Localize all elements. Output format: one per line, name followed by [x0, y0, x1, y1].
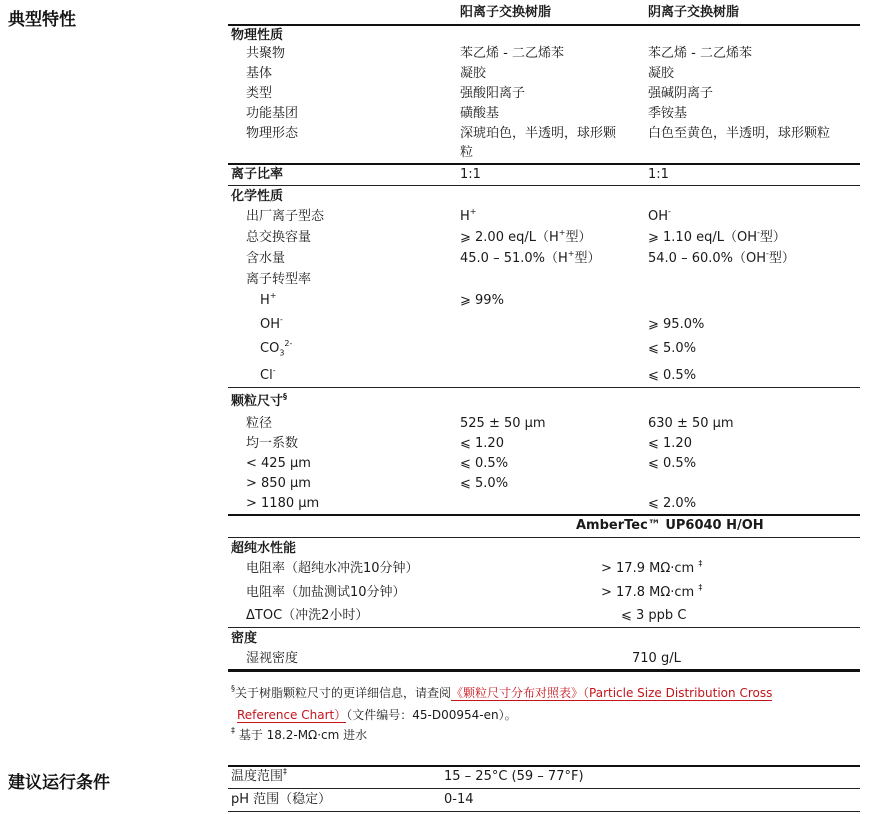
cell-anion: 1:1	[648, 167, 669, 182]
cell-cation: ⩽ 0.5%	[460, 456, 509, 471]
column-header-anion: 阴离子交换树脂	[648, 5, 740, 20]
row-label: 出厂离子型态	[246, 209, 325, 224]
cell-cation: ⩽ 5.0%	[460, 476, 509, 491]
footnote-resistivity: ‡ 基于 18.2-MΩ·cm 进水	[231, 726, 368, 742]
table-rule	[228, 669, 860, 672]
cell-anion: ⩽ 0.5%	[648, 456, 697, 471]
row-label: 温度范围‡	[231, 766, 288, 784]
footnote-particle-size: §关于树脂颗粒尺寸的更详细信息，请查阅《颗粒尺寸分布对照表》（Particle Size Distribution Cross	[231, 684, 773, 700]
cell-cation: 强酸阳离子	[460, 86, 526, 101]
cell-anion: 54.0 – 60.0%（OH-型）	[648, 248, 795, 266]
cell-cation: 1:1	[460, 167, 481, 182]
cell-value: > 17.9 MΩ·cm ‡	[601, 558, 703, 576]
group-heading-particle-size: 颗粒尺寸§	[231, 391, 288, 409]
cell-cation: ⩾ 99%	[460, 293, 504, 308]
row-label: 离子转型率	[246, 272, 312, 287]
cell-anion: 强碱阴离子	[648, 86, 714, 101]
row-label: ΔTOC（冲洗2小时）	[246, 608, 369, 623]
table-rule	[228, 765, 860, 767]
product-header: AmberTec™ UP6040 H/OH	[576, 518, 764, 533]
cell-cation: 45.0 – 51.0%（H+型）	[460, 248, 601, 266]
cell-value: 15 – 25°C (59 – 77°F)	[444, 769, 584, 784]
row-label: 粒径	[246, 416, 273, 431]
cell-anion: ⩽ 0.5%	[648, 368, 697, 383]
row-label: 物理形态	[246, 126, 299, 141]
row-label: 含水量	[246, 251, 286, 266]
table-rule	[228, 185, 860, 186]
cell-anion: 季铵基	[648, 106, 688, 121]
table-rule	[228, 24, 860, 26]
cell-value: > 17.8 MΩ·cm ‡	[601, 582, 703, 600]
column-header-cation: 阳离子交换树脂	[460, 5, 552, 20]
sub-row-label: H+	[260, 290, 277, 308]
cell-cation-continued: 粒	[460, 145, 474, 160]
table-rule	[228, 163, 860, 165]
table-rule	[228, 514, 860, 516]
cell-cation: 凝胶	[460, 66, 487, 81]
cell-anion: ⩽ 1.20	[648, 436, 692, 451]
cell-cation: ⩽ 1.20	[460, 436, 504, 451]
row-label: 湿视密度	[246, 651, 299, 666]
cell-cation: 525 ± 50 µm	[460, 416, 546, 431]
cell-anion: ⩽ 2.0%	[648, 496, 697, 511]
row-label: 均一系数	[246, 436, 299, 451]
cell-cation: 苯乙烯 - 二乙烯苯	[460, 46, 564, 61]
section-title-typical-properties: 典型特性	[8, 10, 76, 30]
table-rule	[228, 627, 860, 628]
table-rule	[228, 788, 860, 789]
group-heading-chemical: 化学性质	[231, 189, 284, 204]
row-label: > 1180 µm	[246, 496, 320, 511]
row-label: < 425 µm	[246, 456, 311, 471]
group-heading-density: 密度	[231, 631, 258, 646]
cell-value: ⩽ 3 ppb C	[621, 608, 687, 623]
row-label: 总交换容量	[246, 230, 312, 245]
row-label: 电阻率（加盐测试10分钟）	[246, 585, 406, 600]
cell-anion: ⩾ 1.10 eq/L（OH-型）	[648, 227, 786, 245]
row-label: 电阻率（超纯水冲洗10分钟）	[246, 561, 419, 576]
group-heading-upw: 超纯水性能	[231, 541, 297, 556]
cell-value: 0-14	[444, 792, 474, 807]
row-label: 功能基团	[246, 106, 299, 121]
sub-row-label: $CO_3^{2-}$	[260, 338, 293, 358]
cell-anion: 白色至黄色，半透明，球形颗粒	[648, 126, 831, 141]
cell-anion: 凝胶	[648, 66, 675, 81]
row-label: 类型	[246, 86, 273, 101]
table-rule	[228, 387, 860, 388]
row-label: 共聚物	[246, 46, 286, 61]
table-rule	[228, 811, 860, 812]
group-heading-physical: 物理性质	[231, 28, 284, 43]
row-label: 基体	[246, 66, 273, 81]
cell-anion: 苯乙烯 - 二乙烯苯	[648, 46, 752, 61]
footnote-particle-size-continued: Reference Chart）（文件编号：45-D00954-en）。	[237, 708, 517, 722]
sub-row-label: Cl-	[260, 365, 276, 383]
section-title-operating-conditions: 建议运行条件	[8, 773, 110, 793]
cell-cation: ⩾ 2.00 eq/L（H+型）	[460, 227, 592, 245]
cell-anion: ⩾ 95.0%	[648, 317, 705, 332]
cell-cation: 磺酸基	[460, 106, 500, 121]
cell-value: 710 g/L	[632, 651, 681, 666]
cell-anion: OH-	[648, 206, 671, 224]
cell-cation: 深琥珀色，半透明，球形颗	[460, 126, 617, 141]
table-rule	[228, 537, 860, 538]
cell-cation: H+	[460, 206, 477, 224]
cell-anion: 630 ± 50 µm	[648, 416, 734, 431]
row-label: > 850 µm	[246, 476, 311, 491]
group-heading-ion-ratio: 离子比率	[231, 167, 284, 182]
particle-size-chart-link-continued[interactable]: Reference Chart）	[237, 708, 347, 722]
row-label: pH 范围（稳定）	[231, 792, 332, 807]
particle-size-chart-link[interactable]: 《颗粒尺寸分布对照表》（Particle Size Distribution Cross	[451, 686, 773, 700]
cell-anion: ⩽ 5.0%	[648, 341, 697, 356]
sub-row-label: OH-	[260, 314, 283, 332]
